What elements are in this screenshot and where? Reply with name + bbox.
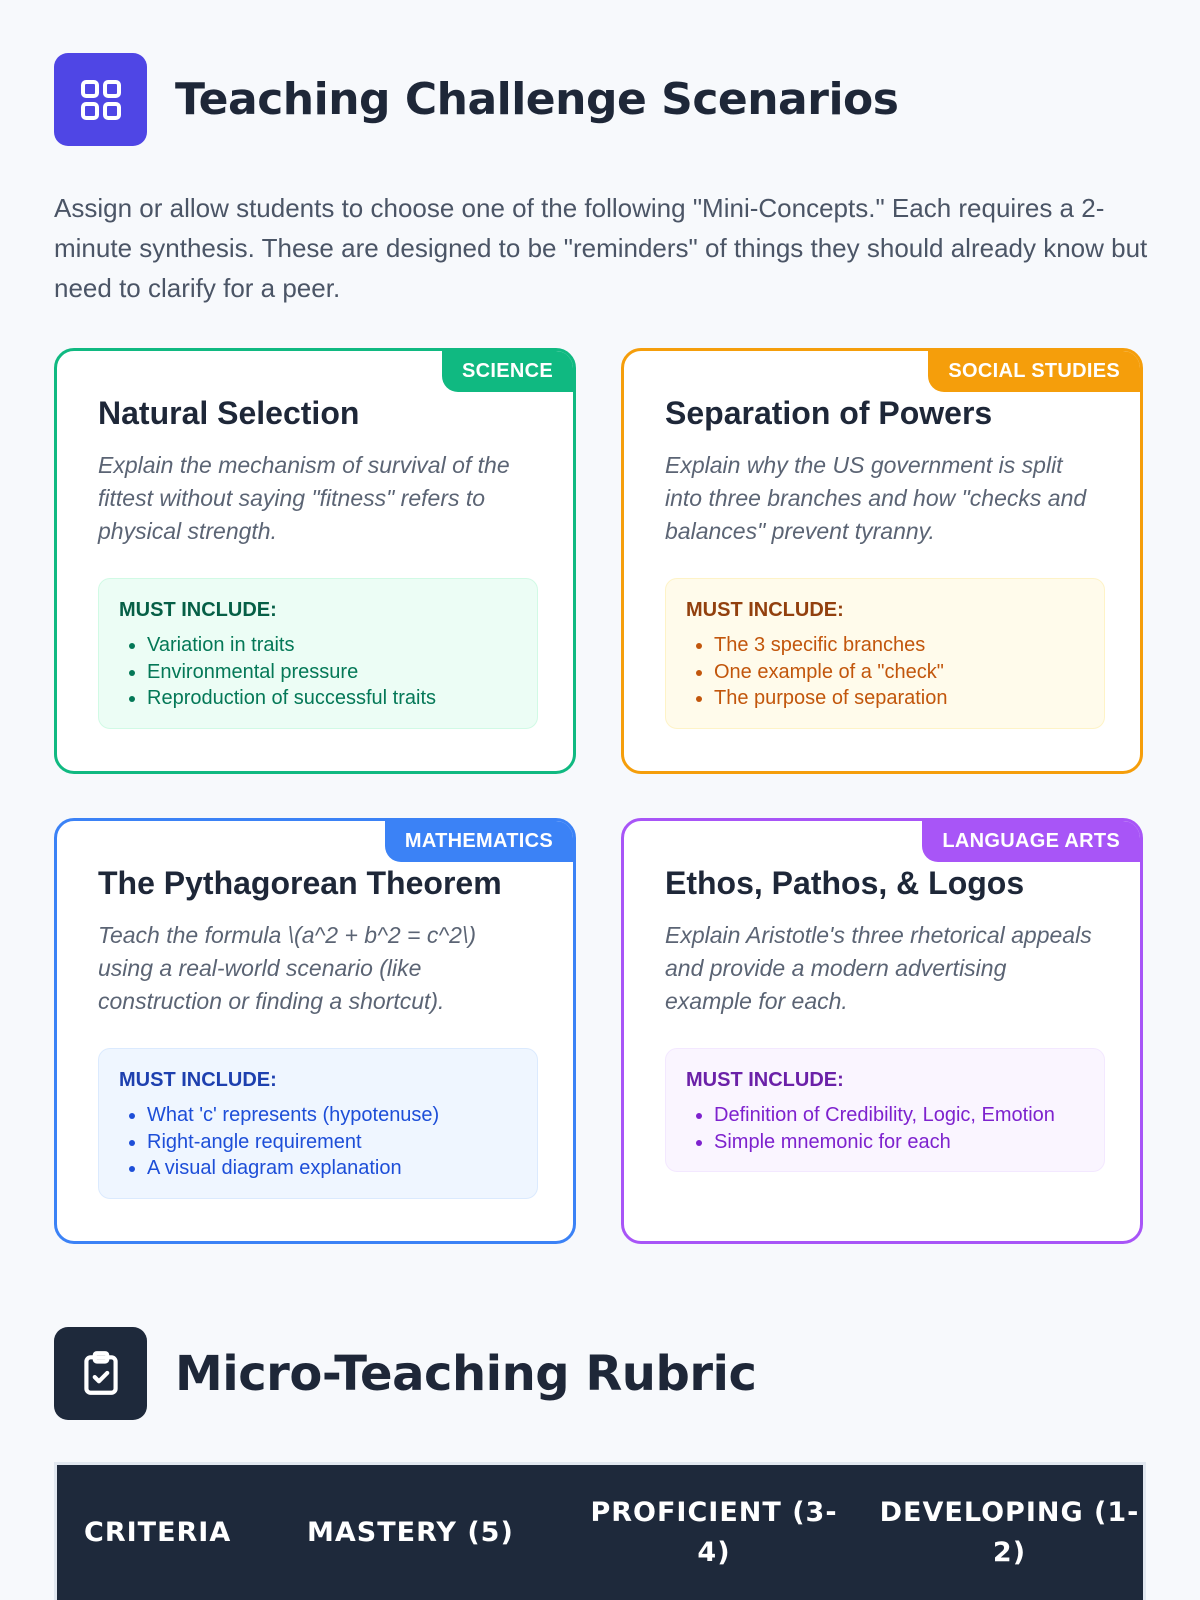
rubric-header xyxy=(54,1327,756,1420)
must-include-box xyxy=(98,1048,538,1199)
must-include-label: MUST INCLUDE: xyxy=(119,1069,277,1091)
must-include-list xyxy=(686,1102,1084,1155)
rubric-table-header xyxy=(54,1462,1146,1600)
must-include-label: MUST INCLUDE: xyxy=(686,1069,844,1091)
card-title: The Pythagorean Theorem xyxy=(98,865,502,901)
scenario-card-language-arts[interactable] xyxy=(621,818,1143,1244)
must-include-list xyxy=(119,1102,517,1182)
card-title: Natural Selection xyxy=(98,395,360,431)
must-include-label: MUST INCLUDE: xyxy=(119,599,277,621)
page-title: Teaching Challenge Scenarios xyxy=(175,74,899,125)
subject-badge: LANGUAGE ARTS xyxy=(922,821,1140,862)
must-include-list xyxy=(119,632,517,712)
scenario-card-social-studies[interactable] xyxy=(621,348,1143,774)
grid-icon xyxy=(54,53,147,146)
subject-badge: SOCIAL STUDIES xyxy=(928,351,1140,392)
list-item: • Simple mnemonic for each xyxy=(714,1129,1084,1156)
intro-text: Assign or allow students to choose one of the following "Mini-Concepts." Each requires a 2-minute synthesis. These are designed to be "reminders" of things they should already know but need to clarify for a peer. xyxy=(54,193,1148,303)
list-item: • Reproduction of successful traits xyxy=(147,685,517,712)
column-header-mastery: MASTERY (5) xyxy=(307,1516,514,1548)
card-description: Explain Aristotle's three rhetorical appeals and provide a modern advertising example for each. xyxy=(665,922,1092,1014)
list-item: • Definition of Credibility, Logic, Emotion xyxy=(714,1102,1084,1129)
scenario-card-mathematics[interactable] xyxy=(54,818,576,1244)
must-include-label: MUST INCLUDE: xyxy=(686,599,844,621)
must-include-box xyxy=(98,578,538,729)
card-title: Ethos, Pathos, & Logos xyxy=(665,865,1025,901)
list-item: • A visual diagram explanation xyxy=(147,1155,517,1182)
column-header-criteria: CRITERIA xyxy=(84,1516,232,1548)
list-item: • Right-angle requirement xyxy=(147,1129,517,1156)
card-description: Explain why the US government is split into three branches and how "checks and balances" prevent tyranny. xyxy=(665,452,1087,544)
subject-badge: MATHEMATICS xyxy=(385,821,573,862)
list-item: • One example of a "check" xyxy=(714,659,1084,686)
subject-badge: SCIENCE xyxy=(442,351,573,392)
list-item: • Environmental pressure xyxy=(147,659,517,686)
card-title: Separation of Powers xyxy=(665,395,993,431)
column-header-proficient: PROFICIENT (3-4) xyxy=(590,1496,838,1568)
clipboard-check-icon xyxy=(54,1327,147,1420)
card-description: Teach the formula \(a^2 + b^2 = c^2\) using a real-world scenario (like construction or finding a shortcut). xyxy=(98,922,477,1014)
list-item: • Variation in traits xyxy=(147,632,517,659)
rubric-title: Micro-Teaching Rubric xyxy=(175,1345,757,1402)
list-item: • The purpose of separation xyxy=(714,685,1084,712)
must-include-list xyxy=(686,632,1084,712)
must-include-box xyxy=(665,578,1105,729)
scenarios-header xyxy=(54,53,898,146)
card-description: Explain the mechanism of survival of the fittest without saying "fitness" refers to physical strength. xyxy=(98,452,510,544)
list-item: • The 3 specific branches xyxy=(714,632,1084,659)
list-item: • What 'c' represents (hypotenuse) xyxy=(147,1102,517,1129)
scenario-card-science[interactable] xyxy=(54,348,576,774)
column-header-developing: DEVELOPING (1-2) xyxy=(879,1496,1140,1568)
must-include-box xyxy=(665,1048,1105,1172)
